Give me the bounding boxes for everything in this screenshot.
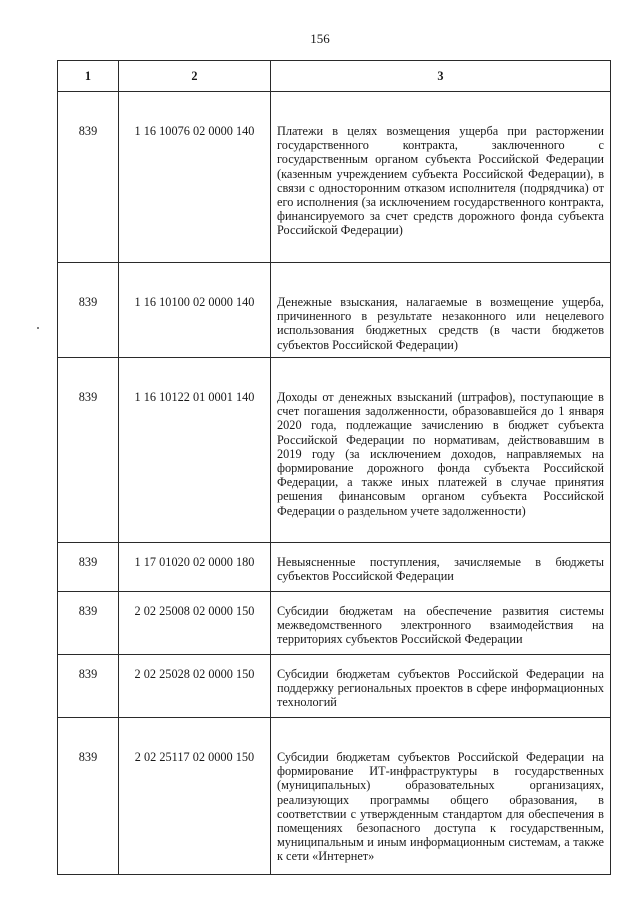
- admin-code-cell: 839: [58, 543, 119, 592]
- budget-codes-table: [57, 60, 611, 875]
- budget-code-cell: 1 16 10076 02 0000 140: [119, 92, 271, 263]
- admin-code-cell: 839: [58, 92, 119, 263]
- table-row: [58, 543, 611, 592]
- admin-code-cell: 839: [58, 263, 119, 358]
- admin-code-cell: 839: [58, 592, 119, 655]
- budget-code-cell: 2 02 25028 02 0000 150: [119, 655, 271, 718]
- budget-code-cell: 2 02 25117 02 0000 150: [119, 718, 271, 875]
- admin-code-cell: 839: [58, 358, 119, 543]
- table-row: [58, 655, 611, 718]
- admin-code-cell: 839: [58, 655, 119, 718]
- table-row: [58, 718, 611, 875]
- budget-code-cell: 1 16 10122 01 0001 140: [119, 358, 271, 543]
- budget-code-cell: 2 02 25008 02 0000 150: [119, 592, 271, 655]
- description-cell: Невыясненные поступления, зачисляемые в бюджеты субъектов Российской Федерации: [271, 543, 611, 592]
- header-col-3: 3: [271, 61, 611, 92]
- header-col-2: 2: [119, 61, 271, 92]
- table-header: [58, 61, 611, 92]
- table-row: [58, 92, 611, 263]
- table-row: [58, 358, 611, 543]
- page-number: 156: [310, 31, 330, 46]
- header-col-1: 1: [58, 61, 119, 92]
- description-cell: Субсидии бюджетам на обеспечение развития системы межведомственного электронного взаимодействия на территориях субъектов Российской Федерации: [271, 592, 611, 655]
- description-cell: Платежи в целях возмещения ущерба при расторжении государственного контракта, заключенного с государственным органом субъекта Российской Федерации (казенным учреждением субъекта Российской Федерации), в связи с односторонним отказом исполнителя (подрядчика) от его исполнения (за исключением государственного контракта, финансируемого за счет средств дорожного фонда субъекта Российской Федерации): [271, 92, 611, 263]
- scan-speck: [37, 327, 39, 329]
- budget-code-cell: 1 17 01020 02 0000 180: [119, 543, 271, 592]
- budget-code-cell: 1 16 10100 02 0000 140: [119, 263, 271, 358]
- description-cell: Субсидии бюджетам субъектов Российской Федерации на формирование ИТ-инфраструктуры в государственных (муниципальных) образовательных организациях, реализующих программы общего образования, в соответствии с утвержденным стандартом для обеспечения в помещениях безопасного доступа к государственным, муниципальным и иным информационным системам, а также к сети «Интернет»: [271, 718, 611, 875]
- description-cell: Доходы от денежных взысканий (штрафов), поступающие в счет погашения задолженности, образовавшейся до 1 января 2020 года, подлежащие зачислению в бюджет субъекта Российской Федерации по нормативам, действовавшим в 2019 году (за исключением доходов, направляемых на формирование дорожного фонда субъекта Российской Федерации, а также иных платежей в случае принятия решения финансовым органом субъекта Российской Федерации о раздельном учете задолженности): [271, 358, 611, 543]
- table-row: [58, 592, 611, 655]
- table-row: [58, 263, 611, 358]
- description-cell: Субсидии бюджетам субъектов Российской Федерации на поддержку региональных проектов в сфере информационных технологий: [271, 655, 611, 718]
- description-cell: Денежные взыскания, налагаемые в возмещение ущерба, причиненного в результате незаконного или нецелевого использования бюджетных средств (в части бюджетов субъектов Российской Федерации): [271, 263, 611, 358]
- admin-code-cell: 839: [58, 718, 119, 875]
